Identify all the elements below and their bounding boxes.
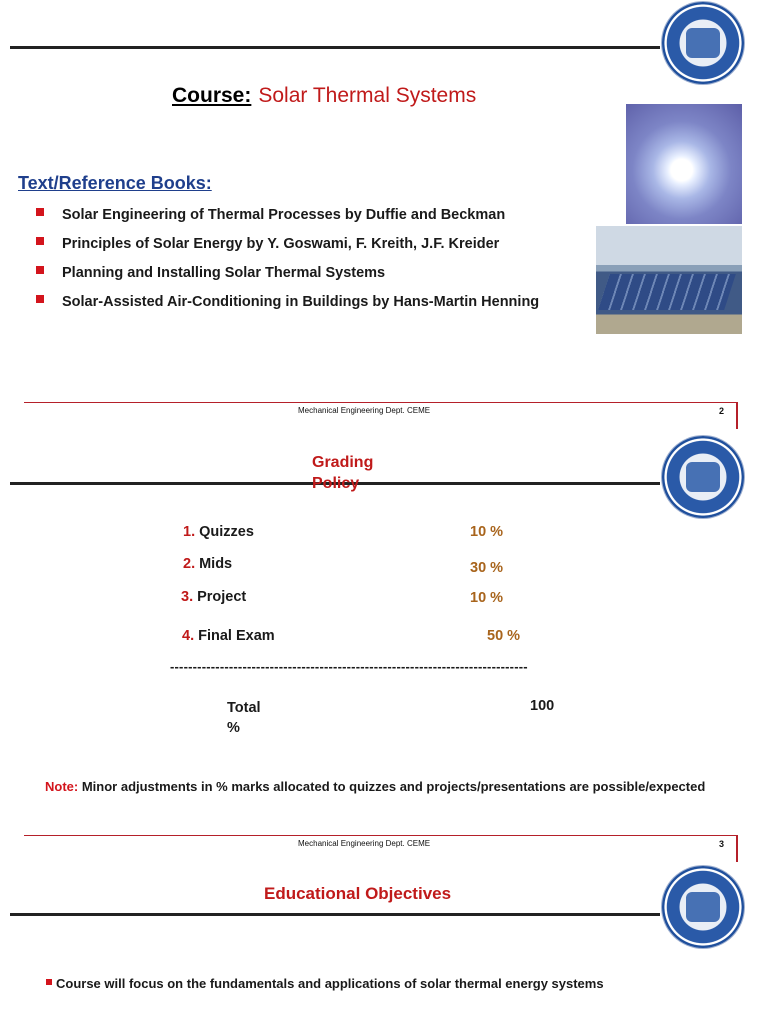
footer-text: Mechanical Engineering Dept. CEME [298, 839, 431, 848]
grade-row: 4. Final Exam [182, 628, 275, 644]
total-divider: ------------------------------------------------------------------------------- [170, 659, 528, 674]
total-label: Total % [227, 700, 261, 736]
objectives-title: Educational Objectives [264, 884, 452, 903]
university-logo [662, 866, 744, 948]
course-name: Solar Thermal Systems [258, 84, 477, 107]
grade-row: 2. Mids [183, 556, 233, 572]
total-value: 100 [530, 698, 555, 714]
course-label: Course: [172, 84, 252, 107]
book-list [36, 205, 576, 321]
bullet-square-icon [36, 208, 44, 216]
solar-collector-photo [596, 226, 742, 334]
grade-row: 1. Quizzes [183, 524, 254, 540]
page-number: 3 [719, 839, 725, 849]
sun-photo [626, 104, 742, 224]
page-number: 2 [719, 406, 725, 416]
header-rule [10, 913, 660, 916]
header-rule [10, 46, 660, 49]
grade-percent: 30 % [470, 560, 504, 576]
footer-text: Mechanical Engineering Dept. CEME [298, 406, 431, 415]
course-title [172, 84, 476, 108]
footer-rule [24, 402, 738, 403]
grade-percent: 50 % [487, 628, 521, 644]
grade-percent: 10 % [470, 590, 504, 606]
list-item: Course will focus on the fundamentals and applications of solar thermal energy systems [46, 976, 604, 991]
list-item: Solar Engineering of Thermal Processes by Duffie and Beckman [36, 205, 576, 225]
grading-title: Grading Policy [312, 454, 374, 492]
grade-percent: 10 % [470, 524, 504, 540]
list-item: Solar-Assisted Air-Conditioning in Buildings by Hans-Martin Henning [36, 292, 562, 312]
list-item: Planning and Installing Solar Thermal Systems [36, 263, 576, 283]
grade-row: 3. Project [181, 589, 247, 605]
footer-rule [24, 835, 738, 836]
university-logo [662, 2, 744, 84]
bullet-square-icon [36, 266, 44, 274]
bullet-square-icon [46, 979, 52, 985]
list-item: Principles of Solar Energy by Y. Goswami, F. Kreith, J.F. Kreider [36, 234, 576, 254]
note-label: Note: [45, 779, 79, 794]
footer-tick [736, 835, 738, 862]
bullet-square-icon [36, 237, 44, 245]
note [45, 778, 725, 796]
bullet-square-icon [36, 295, 44, 303]
university-logo [662, 436, 744, 518]
note-text: Minor adjustments in % marks allocated to quizzes and projects/presentations are possible/expected [81, 779, 706, 794]
footer-tick [736, 402, 738, 429]
references-heading: Text/Reference Books: [18, 173, 212, 193]
